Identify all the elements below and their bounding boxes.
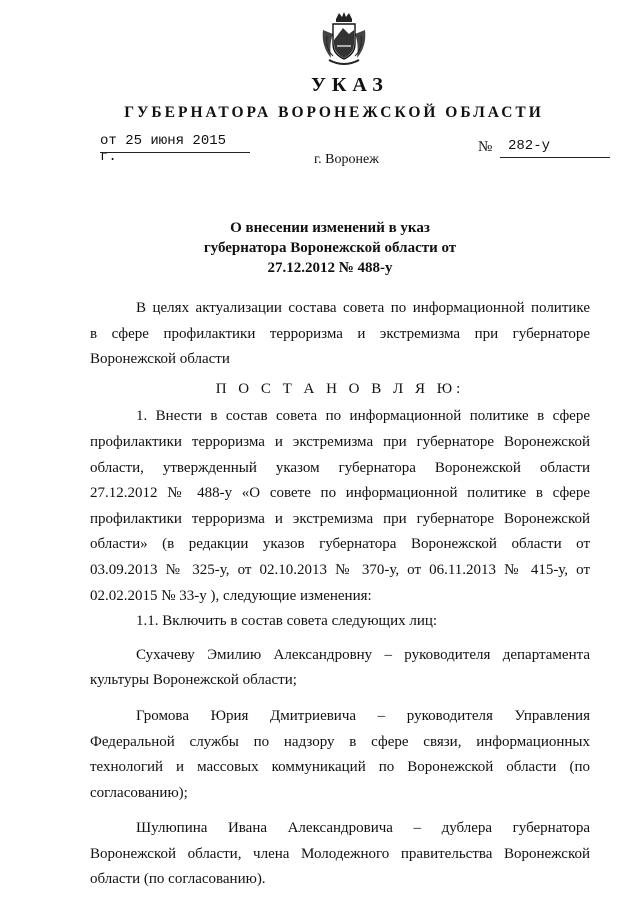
coat-of-arms-emblem [319, 10, 369, 68]
text-line: области, утвержденный указом губернатора Воронежской области [90, 459, 590, 476]
preamble-paragraph [90, 296, 590, 373]
city-name: г. Воронеж [314, 152, 379, 167]
text-line: профилактики терроризма и экстремизма при губернаторе Воронежской [90, 510, 590, 527]
item-1-1-paragraph: 1.1. Включить в состав совета следующих лиц: [136, 613, 438, 630]
decree-number [478, 138, 610, 156]
subject-line: О внесении изменений в указ [230, 220, 430, 236]
text-line: области» (в редакции указов губернатора Воронежской области от [90, 536, 590, 553]
text-line: согласованию); [90, 784, 188, 801]
text-line: Шулюпина Ивана Александровича – дублера губернатора [136, 820, 590, 837]
item-1-paragraph [90, 404, 590, 609]
text-line: 27.12.2012 № 488-у «О совете по информационной политике в сфере [90, 485, 590, 502]
number-sign: № [478, 139, 493, 155]
decree-body [90, 296, 590, 893]
document-title: УКАЗ [311, 74, 389, 96]
text-line: технологий и массовых коммуникаций по Воронежской области (по [90, 759, 590, 776]
decree-number-value: 282-у [508, 138, 551, 154]
text-line: культуры Воронежской области; [90, 672, 297, 689]
person-1-paragraph [90, 643, 590, 694]
person-2-paragraph [90, 704, 590, 806]
decree-date-text: от 25 июня 2015 г. [100, 133, 227, 165]
text-line: 03.09.2013 № 325-у, от 02.10.2013 № 370-у, от 06.11.2013 № 415-у, от [90, 561, 590, 578]
date-underline [100, 152, 250, 153]
subject-line: губернатора Воронежской области от [203, 240, 457, 256]
subject-line: 27.12.2012 № 488-у [267, 260, 393, 276]
text-line: В целях актуализации состава совета по информационной политике [136, 300, 590, 316]
document-issuer: ГУБЕРНАТОРА ВОРОНЕЖСКОЙ ОБЛАСТИ [124, 104, 544, 121]
text-line: в сфере профилактики терроризма и экстремизма при губернаторе [90, 325, 590, 342]
text-line: Воронежской области [90, 351, 230, 368]
text-line: Сухачеву Эмилию Александровну – руководителя департамента [136, 646, 590, 663]
text-line: 1. Внести в состав совета по информационной политике в сфере [136, 408, 590, 425]
text-line: 02.02.2015 № 33-у ), следующие изменения: [90, 587, 372, 604]
decree-resolution-word: П О С Т А Н О В Л Я Ю: [215, 380, 465, 397]
decree-date [100, 133, 250, 165]
text-line: Воронежской области, члена Молодежного правительства Воронежской [90, 845, 590, 862]
text-line: профилактики терроризма и экстремизма при губернаторе Воронежской [90, 433, 590, 450]
text-line: области (по согласованию). [90, 871, 266, 888]
text-line: Громова Юрия Дмитриевича – руководителя Управления [136, 707, 590, 724]
number-underline [500, 157, 610, 158]
text-line: Федеральной службы по надзору в сфере связи, информационных [90, 733, 590, 750]
person-3-paragraph [90, 816, 590, 893]
decree-subject [0, 218, 640, 278]
